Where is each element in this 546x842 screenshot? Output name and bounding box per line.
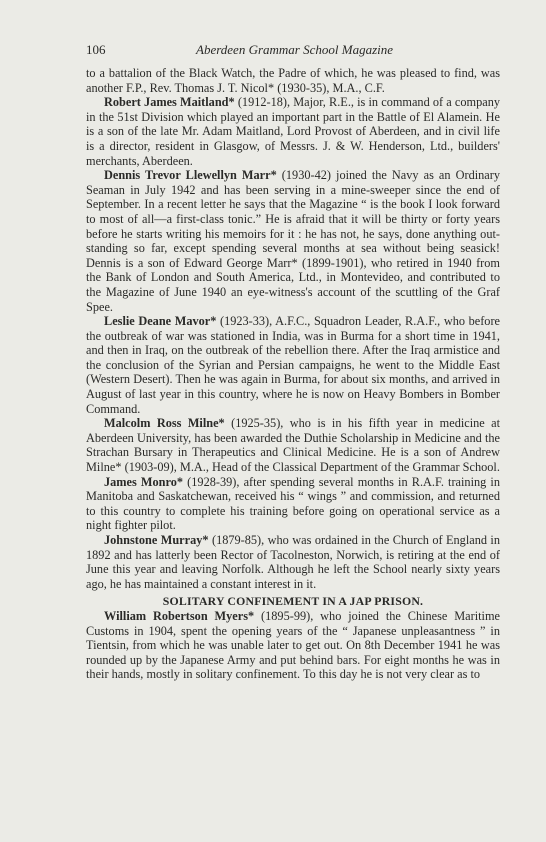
person-name: Dennis Trevor Llewellyn Marr* <box>104 168 277 183</box>
paragraph-mavor <box>86 314 500 416</box>
paragraph-text: (1895-99), who joined the Chinese Maritime Customs in 1904, spent the opening years of the “ Japanese unpleasantness ” in Tientsin, from which he was unable later to get out. On 8th December 1941 he was rounded up by the Japanese Army and put behind bars. For eight months he was in their hands, mostly in solitary confinement. To this day he is not very clear as to <box>86 608 500 682</box>
person-name: James Monro* <box>104 474 184 489</box>
paragraph-maitland <box>86 95 500 168</box>
page-header <box>86 42 502 60</box>
person-name: William Robertson Myers* <box>104 608 255 623</box>
paragraph-continuation: to a battalion of the Black Watch, the Padre of which, he was pleased to find, was another F.P., Rev. Thomas J. T. Nicol* (1930-35), M.A., C.F. <box>86 66 500 95</box>
paragraph-text: (1928-39), after spending several months in R.A.F. training in Manitoba and Saskatchewan, received his “ wings ” and commission, and returned to this country to complete his training before going on operational service as a night fighter pilot. <box>86 474 500 533</box>
paragraph-text: (1879-85), who was ordained in the Church of England in 1892 and has latterly been Rector of Tacolneston, Norwich, is retiring at the end of June this year and leaving Norfolk. Although he left the School nearly sixty years ago, he has maintained a constant interest in it. <box>86 533 501 591</box>
person-name: Malcolm Ross Milne* <box>104 416 225 431</box>
person-name: Johnstone Murray* <box>104 533 209 547</box>
paragraph-text: (1912-18), Major, R.E., is in command of a company in the 51st Division which played an important part in the Battle of El Alamein. He is a son of the late Mr. Adam Maitland, Lord Provost of Aberdeen, and in civil life is a director, resident in Glasgow, of Messrs. J. & W. Henderson, Ltd., builders' merchants, Aberdeen. <box>86 95 500 168</box>
person-name: Robert James Maitland* <box>104 95 235 110</box>
paragraph-marr <box>86 168 500 314</box>
section-subheading: SOLITARY CONFINEMENT IN A JAP PRISON. <box>162 594 424 609</box>
article-body <box>86 66 500 682</box>
paragraph-murray <box>86 533 500 591</box>
running-title: Aberdeen Grammar School Magazine <box>196 42 394 57</box>
paragraph-text: (1923-33), A.F.C., Squadron Leader, R.A.F., who before the outbreak of war was stationed in India, was in Burma for a short time in 1941, and then in Iraq, on the outbreak of the rebellion there. After the Iraq armistice and the conclusion of the Syrian and Persian campaigns, he went to the Middle East (Western Desert). Then he was again in Burma, for about six months, and arrived in August of last year in this country, where he is now on Heavy Bombers in Bomber Command. <box>86 314 501 416</box>
paragraph-myers <box>86 609 500 682</box>
paragraph-text: (1930-42) joined the Navy as an Ordinary Seaman in July 1942 and has been serving in a mine-sweeper since the end of September. In a recent letter he says that the Magazine “ is the book I look forward to most of all—a first-class tonic.” He is afraid that it will be thirty or forty years before he starts writing his memoirs for it : he has not, he says, done anything out-standing so far, except spending several months at sea without being seasick! Dennis is a son of Edward George Marr* (1899-1901), who retired in 1940 from the Bank of London and South America, Ltd., in Montevideo, and contributed to the Magazine of June 1940 an eye-witness's account of the scuttling of the Graf Spee. <box>86 168 500 314</box>
paragraph-monro <box>86 475 500 533</box>
person-name: Leslie Deane Mavor* <box>104 314 217 329</box>
paragraph-text: (1925-35), who is in his fifth year in medicine at Aberdeen University, has been awarded the Duthie Scholarship in Medicine and the Strachan Bursary in Therapeutics and Clinical Medicine. He is a son of Andrew Milne* (1903-09), M.A., Head of the Classical Department of the Grammar School. <box>86 416 501 475</box>
page-number: 106 <box>86 42 106 57</box>
paragraph-milne <box>86 416 500 474</box>
